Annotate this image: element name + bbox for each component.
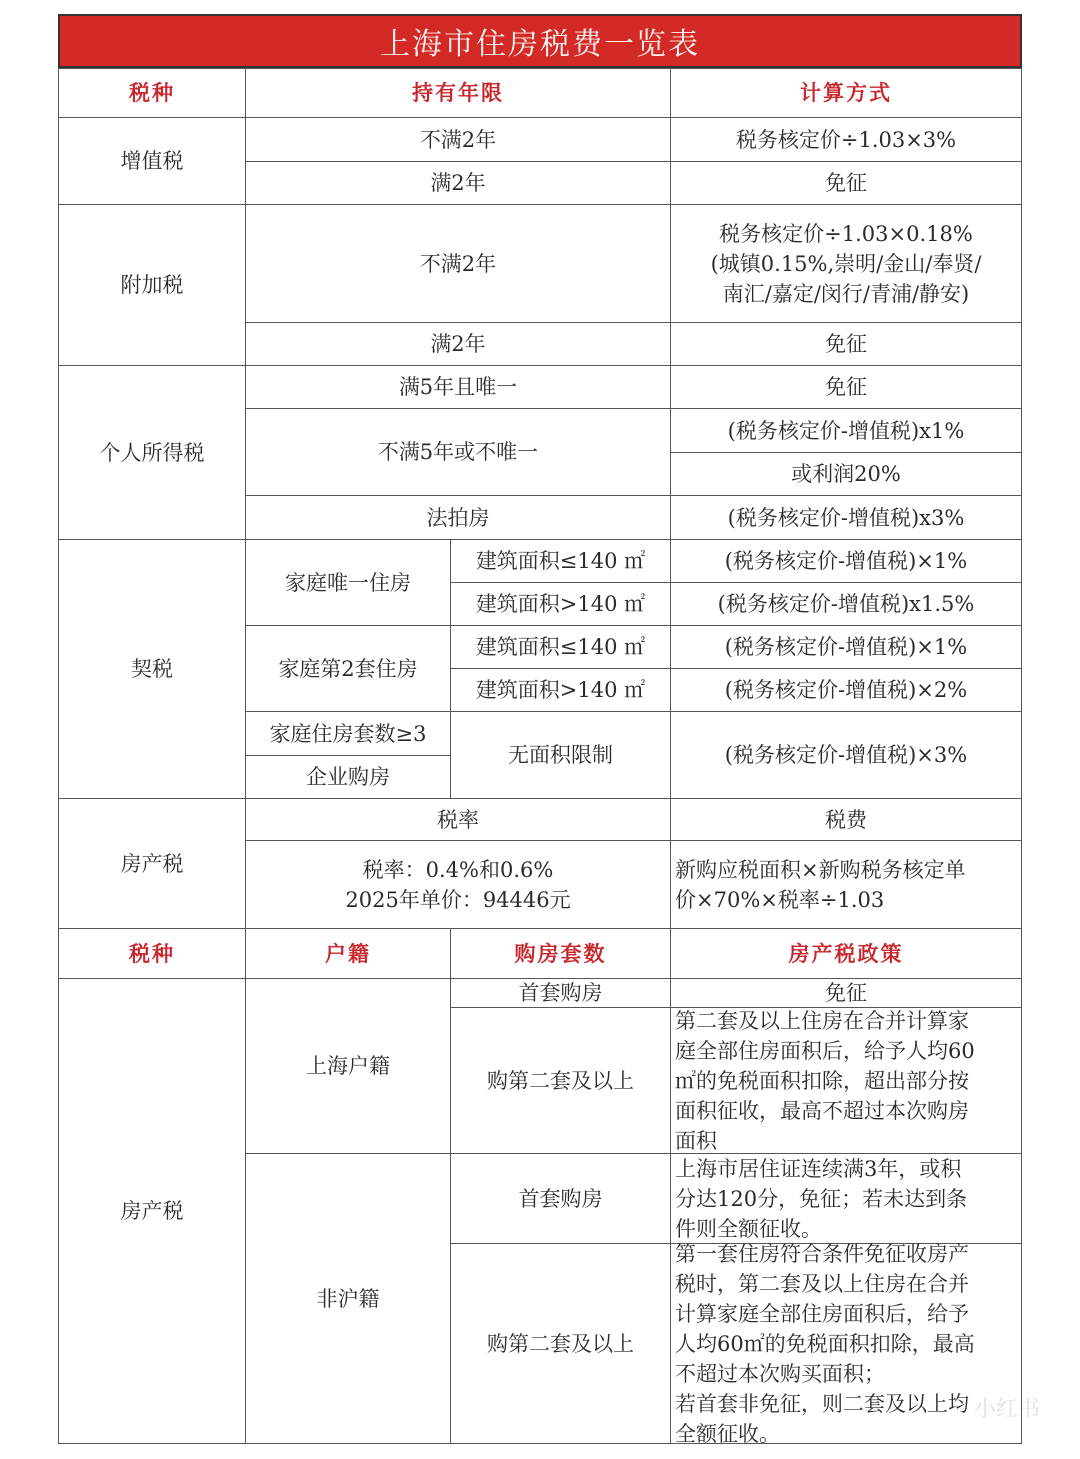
vat-method-2: 免征 xyxy=(670,161,1022,205)
header-calc-method: 计算方式 xyxy=(670,68,1022,118)
sh-first-home: 首套购房 xyxy=(450,978,671,1008)
deed-three-plus: 家庭住房套数≥3 xyxy=(245,711,451,756)
sh-first-policy: 免征 xyxy=(670,978,1022,1008)
vat-name: 增值税 xyxy=(58,117,246,205)
property-rate-header: 税率 xyxy=(245,798,671,841)
vat-period-1: 不满2年 xyxy=(245,117,671,162)
table-title: 上海市住房税费一览表 xyxy=(58,14,1022,68)
income-period-3: 法拍房 xyxy=(245,495,671,540)
policy-tax-name: 房产税 xyxy=(58,978,246,1444)
deed-no-limit: 无面积限制 xyxy=(450,711,671,799)
deed-only-rate-gt: (税务核定价-增值税)x1.5% xyxy=(670,582,1022,626)
deed-second-rate-le: (税务核定价-增值税)×1% xyxy=(670,625,1022,669)
deed-only-area-le: 建筑面积≤140 ㎡ xyxy=(450,539,671,583)
surcharge-name: 附加税 xyxy=(58,204,246,366)
header-tax-type: 税种 xyxy=(58,68,246,118)
deed-only-area-gt: 建筑面积>140 ㎡ xyxy=(450,582,671,626)
deed-three-rate: (税务核定价-增值税)×3% xyxy=(670,711,1022,799)
surcharge-method-1: 税务核定价÷1.03×0.18% (城镇0.15%,崇明/金山/奉贤/ 南汇/嘉定/闵行/青浦/静安) xyxy=(670,204,1022,323)
header2-tax-type: 税种 xyxy=(58,928,246,979)
non-first-policy: 上海市居住证连续满3年，或积 分达120分，免征；若未达到条 件则全额征收。 xyxy=(670,1153,1022,1244)
income-method-1: 免征 xyxy=(670,365,1022,409)
surcharge-period-1: 不满2年 xyxy=(245,204,671,323)
surcharge-period-2: 满2年 xyxy=(245,322,671,366)
income-period-1: 满5年且唯一 xyxy=(245,365,671,409)
sh-second-home: 购第二套及以上 xyxy=(450,1007,671,1154)
vat-method-1: 税务核定价÷1.03×3% xyxy=(670,117,1022,162)
deed-second-rate-gt: (税务核定价-增值税)×2% xyxy=(670,668,1022,712)
property-fee-header: 税费 xyxy=(670,798,1022,841)
income-method-2a: (税务核定价-增值税)x1% xyxy=(670,408,1022,453)
income-tax-name: 个人所得税 xyxy=(58,365,246,540)
deed-only-rate-le: (税务核定价-增值税)×1% xyxy=(670,539,1022,583)
non-first-home: 首套购房 xyxy=(450,1153,671,1244)
non-second-policy: 第一套住房符合条件免征收房产 税时，第二套及以上住房在合并 计算家庭全部住房面积后，给予 人均60㎡的免税面积扣除，最高 不超过本次购买面积； 若首套非免征，则二套及以上均 全额征收。 xyxy=(670,1243,1022,1444)
income-method-2b: 或利润20% xyxy=(670,452,1022,496)
hukou-shanghai: 上海户籍 xyxy=(245,978,451,1154)
deed-tax-name: 契税 xyxy=(58,539,246,799)
deed-corporate: 企业购房 xyxy=(245,755,451,799)
hukou-non-shanghai: 非沪籍 xyxy=(245,1153,451,1444)
sh-second-policy: 第二套及以上住房在合并计算家 庭全部住房面积后，给予人均60 ㎡的免税面积扣除，超出部分按 面积征收，最高不超过本次购房 面积 xyxy=(670,1007,1022,1154)
deed-second-home: 家庭第2套住房 xyxy=(245,625,451,712)
property-fee-value: 新购应税面积×新购税务核定单 价×70%×税率÷1.03 xyxy=(670,840,1022,929)
income-method-3: (税务核定价-增值税)x3% xyxy=(670,495,1022,540)
deed-second-area-gt: 建筑面积>140 ㎡ xyxy=(450,668,671,712)
watermark: 小红书 xyxy=(973,1397,1040,1422)
header-holding-period: 持有年限 xyxy=(245,68,671,118)
non-second-home: 购第二套及以上 xyxy=(450,1243,671,1444)
deed-second-area-le: 建筑面积≤140 ㎡ xyxy=(450,625,671,669)
property-tax-name: 房产税 xyxy=(58,798,246,929)
header2-home-count: 购房套数 xyxy=(450,928,671,979)
header2-policy: 房产税政策 xyxy=(670,928,1022,979)
tax-table xyxy=(58,14,1022,1444)
header2-hukou: 户籍 xyxy=(245,928,451,979)
vat-period-2: 满2年 xyxy=(245,161,671,205)
income-period-2: 不满5年或不唯一 xyxy=(245,408,671,496)
deed-only-home: 家庭唯一住房 xyxy=(245,539,451,626)
property-rate-value: 税率：0.4%和0.6% 2025年单价：94446元 xyxy=(245,840,671,929)
surcharge-method-2: 免征 xyxy=(670,322,1022,366)
